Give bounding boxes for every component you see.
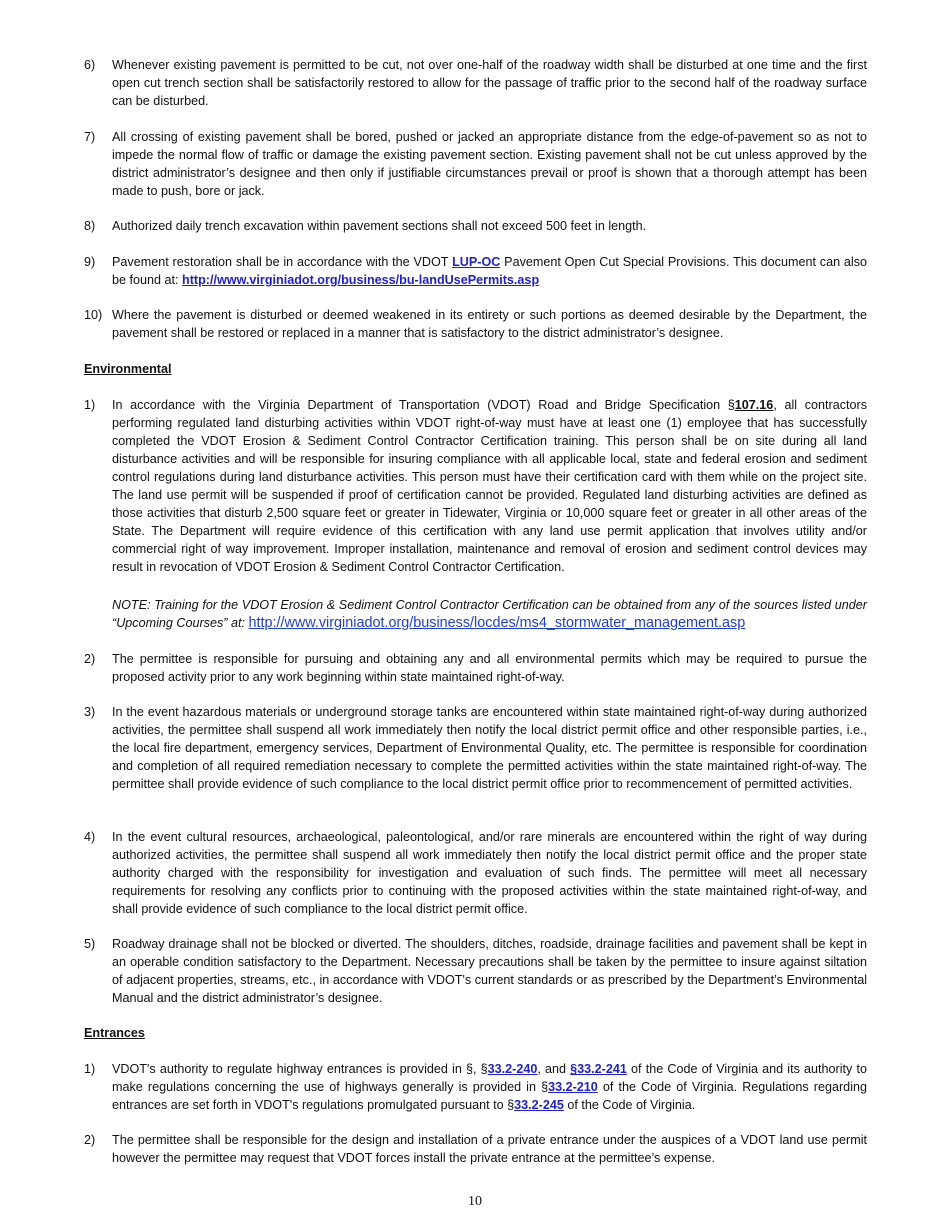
code-33-2-240-link[interactable]: 33.2-240 xyxy=(487,1062,538,1076)
code-33-2-241-link[interactable]: §33.2-241 xyxy=(570,1062,627,1076)
item-text: The permittee is responsible for pursuing and obtaining any and all environmental permits which may be required to pursue the proposed activity prior to any work beginning within state maintained right-of-way. xyxy=(112,652,867,684)
item-number: 1) xyxy=(84,1062,96,1076)
item-number: 1) xyxy=(84,398,96,412)
item-text: Whenever existing pavement is permitted to be cut, not over one-half of the roadway width shall be disturbed at one time and the first open cut trench section shall be satisfactorily restored to allow for the passage of traffic prior to the second half of the roadway surface can be disturbed. xyxy=(112,58,867,108)
page-number: 10 xyxy=(468,1194,482,1209)
list-item xyxy=(84,396,867,576)
item-text-mid: Pavement Open Cut Special Provisions. This document can also be found at: xyxy=(112,255,868,287)
section-heading-environmental: Environmental xyxy=(84,362,172,376)
spec-reference: 107.16 xyxy=(734,398,774,412)
item-text xyxy=(112,253,867,289)
text-span: of the Code of Virginia and its authority to make regulations concerning the use of highways generally is provided in § xyxy=(112,1062,867,1094)
list-item xyxy=(84,306,867,342)
item-number: 9) xyxy=(84,255,96,269)
list-item xyxy=(84,253,867,289)
item-text: All crossing of existing pavement shall be bored, pushed or jacked an appropriate distance from the edge-of-pavement so as not to impede the normal flow of traffic or damage the existing pavement section. Existing pavement shall not be cut unless approved by the district administrator’s designee and then only if justifiable circumstances prevail or proof is shown that a thorough attempt has been made to push, bore or jack. xyxy=(112,130,867,198)
item-number: 4) xyxy=(84,830,96,844)
list-item xyxy=(84,828,867,918)
item-text-pre: In accordance with the Virginia Department of Transportation (VDOT) Road and Bridge Specification § xyxy=(112,398,735,412)
item-text: Roadway drainage shall not be blocked or diverted. The shoulders, ditches, roadside, drainage facilities and pavement shall be kept in an operable condition satisfactory to the Department. Necessary precautions shall be taken by the permittee to insure against siltation of adjacent properties, streams, etc., in accordance with VDOT's current standards or as prescribed by the Department’s Environmental Manual and the district administrator’s designee. xyxy=(112,937,867,1005)
list-item xyxy=(84,703,867,793)
text-span: VDOT's authority to regulate highway entrances is provided in §, § xyxy=(112,1062,488,1076)
item-number: 8) xyxy=(84,219,96,233)
item-text xyxy=(112,396,867,576)
item-number: 7) xyxy=(84,130,96,144)
item-text: The permittee shall be responsible for the design and installation of a private entrance under the auspices of a VDOT land use permit however the permittee may request that VDOT forces install the private entrance at the permittee’s expense. xyxy=(112,1133,867,1165)
item-text-post: , all contractors performing regulated land disturbing activities within VDOT right-of-way must have at least one (1) employee that has successfully completed the VDOT Erosion & Sediment Control Contractor Certification training. This person shall be on site during all land disturbance activities and will be responsible for insuring compliance with all applicable local, state and federal erosion and sediment control regulations during land disturbance activities. This person must have their certification card with them while on the project site. The land use permit will be suspended if proof of certification cannot be provided. Regulated land disturbing activities are defined as those activities that disturb 2,500 square feet or greater in Tidewater, Virginia or 10,000 square feet or greater in all other areas of the State. The Department will require evidence of this certification with any land use permit application that involves utility and/or commercial right of way improvement. Improper installation, maintenance and removal of erosion and sediment control devices may result in revocation of VDOT Erosion & Sediment Control Contractor Certification. xyxy=(112,398,867,574)
list-item xyxy=(84,935,867,1007)
item-number: 10) xyxy=(84,308,103,322)
item-number: 2) xyxy=(84,652,96,666)
section-heading-entrances: Entrances xyxy=(84,1026,145,1040)
code-33-2-245-link[interactable]: 33.2-245 xyxy=(514,1098,564,1112)
stormwater-management-link[interactable]: http://www.virginiadot.org/business/locdes/ms4_stormwater_management.asp xyxy=(248,615,746,631)
training-note xyxy=(112,596,867,632)
item-number: 2) xyxy=(84,1133,96,1147)
text-span: of the Code of Virginia. xyxy=(563,1098,696,1112)
list-item xyxy=(84,1131,867,1167)
list-item xyxy=(84,1060,867,1114)
list-item xyxy=(84,56,867,110)
list-item xyxy=(84,650,867,686)
item-number: 3) xyxy=(84,705,96,719)
item-text: Authorized daily trench excavation within pavement sections shall not exceed 500 feet in length. xyxy=(112,219,647,233)
code-33-2-210-link[interactable]: 33.2-210 xyxy=(548,1080,598,1094)
note-text: NOTE: Training for the VDOT Erosion & Sediment Control Contractor Certification can be obtained from any of the sources listed under “Upcoming Courses” at: xyxy=(112,598,867,630)
land-use-permits-link[interactable]: http://www.virginiadot.org/business/bu-landUsePermits.asp xyxy=(182,273,540,287)
item-text: Where the pavement is disturbed or deemed weakened in its entirety or such portions as deemed desirable by the Department, the pavement shall be restored or replaced in a manner that is satisfactory to the district administrator’s designee. xyxy=(112,308,867,340)
item-text: In the event cultural resources, archaeological, paleontological, and/or rare minerals are encountered within the right of way during authorized activities, the permittee shall suspend all work immediately then notify the local district permit office and the proper state authority charged with the responsibility for investigation and evaluation of such finds. The permittee will meet all necessary requirements for resolving any conflicts prior to continuing with the proposed activities within the state maintained right-of-way, and shall provide evidence of such compliance to the local district permit office. xyxy=(112,830,867,916)
lup-oc-link[interactable]: LUP-OC xyxy=(452,255,501,269)
item-number: 5) xyxy=(84,937,96,951)
list-item xyxy=(84,128,867,200)
item-text xyxy=(112,1060,867,1114)
text-span: , and xyxy=(537,1062,571,1076)
item-text: In the event hazardous materials or underground storage tanks are encountered within state maintained right-of-way during authorized activities, the permittee shall suspend all work immediately then notify the local district permit office and other responsible parties, i.e., the local fire department, emergency services, Department of Environmental Quality, etc. The permittee is responsible for coordination and completion of all required remediation necessary to complete the permitted activities within the state maintained right-of-way. The permittee shall provide evidence of such compliance to the local district permit office prior to recommencement of permitted activities. xyxy=(112,705,867,791)
item-number: 6) xyxy=(84,58,96,72)
text-span: of the Code of Virginia. Regulations regarding entrances are set forth in VDOT's regulations promulgated pursuant to § xyxy=(112,1080,867,1112)
list-item xyxy=(84,217,867,235)
item-text-pre: Pavement restoration shall be in accordance with the VDOT xyxy=(112,255,453,269)
